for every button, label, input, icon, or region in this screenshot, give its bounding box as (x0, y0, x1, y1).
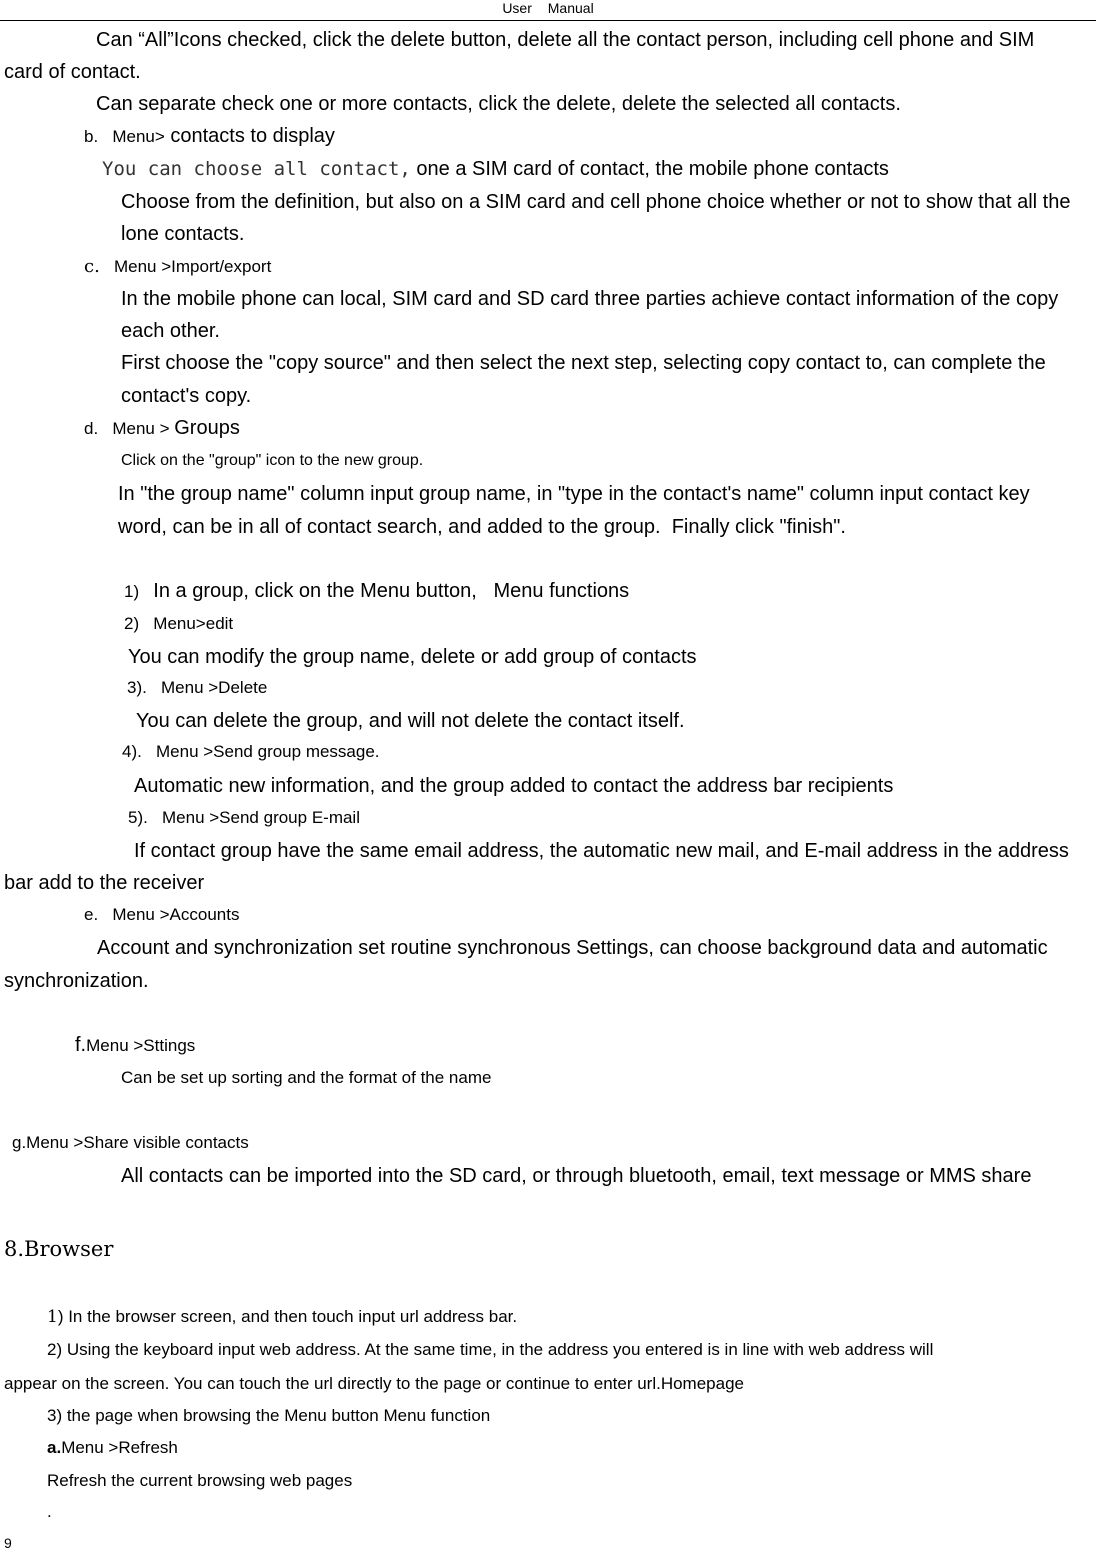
section-c-desc: In the mobile phone can local, SIM card and SD card three parties achieve contact information of the copy (121, 288, 1059, 310)
paragraph-line: Can separate check one or more contacts, click the delete, delete the selected all contacts. (96, 93, 901, 115)
section-f-prefix: f. (75, 1034, 87, 1056)
group-item-4: 4). Menu >Send group message. (122, 742, 380, 761)
section-e-desc: Account and synchronization set routine synchronous Settings, can choose background data and automatic (97, 937, 1048, 959)
section-f-heading (75, 1033, 195, 1057)
section-c-desc: First choose the "copy source" and then select the next step, selecting copy contact to, can complete the (121, 352, 1046, 374)
group-item-desc: If contact group have the same email address, the automatic new mail, and E-mail address in the address (134, 840, 1069, 862)
browser-step-number: 1 (47, 1307, 58, 1327)
section-d-heading (84, 416, 240, 440)
group-item-text: In a group, click on the Menu button, Menu functions (153, 580, 630, 602)
section-d-desc: Click on the "group" icon to the new group. (121, 452, 424, 469)
section-g-desc: All contacts can be imported into the SD card, or through bluetooth, email, text message or MMS share (121, 1165, 1032, 1187)
section-g-heading: g.Menu >Share visible contacts (12, 1133, 249, 1152)
section-c-heading (84, 256, 271, 278)
browser-item-a (47, 1437, 178, 1459)
section-f-title: Menu >Sttings (86, 1036, 196, 1055)
section-d-desc: In "the group name" column input group name, in "type in the contact's name" column input contact key (118, 483, 1030, 505)
section-d-prefix: d. Menu > (84, 419, 175, 438)
browser-step-text: ) In the browser screen, and then touch input url address bar. (57, 1307, 518, 1326)
section-b-heading (84, 124, 335, 148)
group-item-desc: You can modify the group name, delete or add group of contacts (128, 646, 697, 668)
group-item-desc: bar add to the receiver (4, 872, 205, 894)
text-line: Can “All”Icons checked, click the delete button, delete all the contact person, including cell phone and SIM (96, 29, 1035, 51)
paragraph-line (4, 28, 1092, 52)
page-header (0, 0, 1096, 21)
section-b-title: contacts to display (164, 125, 335, 147)
header-right: Manual (547, 0, 594, 16)
section-d-desc: word, can be in all of contact search, and added to the group. Finally click "finish". (118, 516, 846, 538)
section-c-prefix: c. (84, 256, 100, 277)
browser-item-a-prefix: a. (47, 1438, 62, 1457)
header-left: User (502, 0, 532, 16)
section-f-desc: Can be set up sorting and the format of the name (121, 1068, 492, 1087)
trailing-dot: . (47, 1502, 52, 1521)
page-number: 9 (4, 1535, 12, 1551)
section-b-prefix: b. Menu> (84, 127, 165, 146)
browser-item-a-desc: Refresh the current browsing web pages (47, 1471, 353, 1490)
group-item-desc: Automatic new information, and the group added to contact the address bar recipients (134, 775, 894, 797)
browser-step-1 (47, 1306, 517, 1328)
section-b-line (102, 157, 889, 181)
section-b-rest: one a SIM card of contact, the mobile phone contacts (410, 158, 889, 180)
paragraph-line: card of contact. (4, 61, 141, 83)
section-8-heading: 8.Browser (4, 1237, 114, 1261)
group-item-5: 5). Menu >Send group E-mail (128, 808, 360, 827)
group-item-desc: You can delete the group, and will not delete the contact itself. (136, 710, 685, 732)
section-c-desc: contact's copy. (121, 385, 252, 407)
browser-item-a-title: Menu >Refresh (61, 1438, 178, 1457)
group-item-1 (124, 579, 629, 603)
group-item-number: 1) (124, 582, 154, 601)
section-c-desc: each other. (121, 320, 220, 342)
section-d-title: Groups (174, 417, 240, 439)
browser-step-3: 3) the page when browsing the Menu button Menu function (47, 1406, 491, 1425)
section-b-desc: Choose from the definition, but also on a SIM card and cell phone choice whether or not to show that all the (121, 191, 1071, 213)
section-b-mono: You can choose all contact, (102, 158, 411, 180)
group-item-2: 2) Menu>edit (124, 614, 234, 633)
section-c-title: Menu >Import/export (99, 257, 272, 276)
section-b-desc: lone contacts. (121, 223, 245, 245)
section-e-heading: e. Menu >Accounts (84, 905, 240, 924)
browser-step-2-cont: appear on the screen. You can touch the url directly to the page or continue to enter url.Homepage (4, 1374, 744, 1393)
group-item-3: 3). Menu >Delete (127, 678, 268, 697)
browser-step-2: 2) Using the keyboard input web address. At the same time, in the address you entered is in line with web address will (47, 1340, 934, 1359)
section-e-desc: synchronization. (4, 970, 149, 992)
